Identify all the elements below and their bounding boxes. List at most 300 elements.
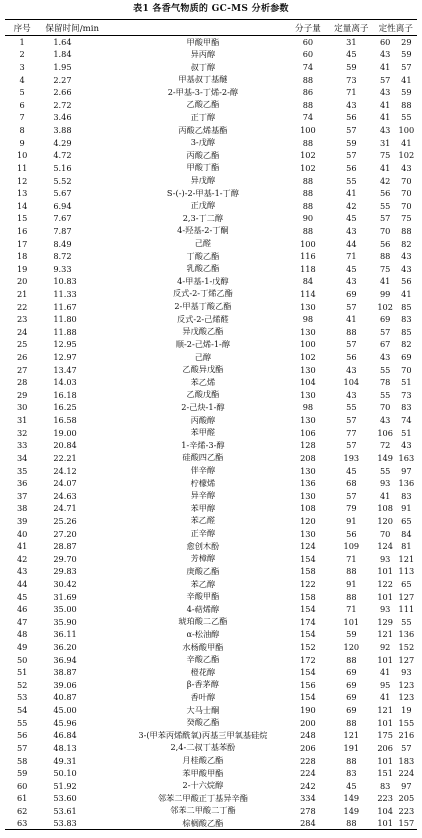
- cell-qual-ion-1: 101: [377, 755, 393, 766]
- cell-quant-ion: 121: [343, 730, 360, 741]
- cell-retention-time: 29.70: [53, 553, 77, 564]
- cell-qual-ion-1: 43: [379, 49, 391, 60]
- cell-qual-ion-2: 65: [401, 579, 412, 589]
- cell-molecular-weight: 242: [300, 780, 316, 791]
- cell-qual-ion-1: 67: [379, 339, 391, 350]
- cell-serial: 14: [16, 200, 28, 211]
- table-row: [5, 363, 417, 376]
- cell-quant-ion: 45: [346, 213, 357, 224]
- cell-molecular-weight: 130: [300, 415, 316, 426]
- cell-qual-ion: [375, 99, 417, 112]
- cell-serial: 56: [16, 730, 28, 741]
- cell-serial: 10: [16, 150, 28, 161]
- cell-retention-time: 5.16: [53, 162, 72, 173]
- cell-molecular-weight: 154: [300, 553, 316, 564]
- cell-retention-time: 11.80: [53, 314, 77, 325]
- cell-quant-ion: 88: [346, 591, 357, 602]
- cell-qual-ion-2: 102: [398, 150, 415, 161]
- table-row: [5, 502, 417, 515]
- cell-serial: 46: [16, 604, 28, 615]
- cell-molecular-weight: 172: [300, 654, 316, 665]
- cell-qual-ion: [375, 767, 417, 780]
- cell-qual-ion-2: 19: [401, 705, 412, 716]
- cell-molecular-weight: 98: [302, 314, 314, 325]
- cell-compound: 棕榈酸乙酯: [118, 817, 288, 830]
- table-row: [5, 527, 417, 540]
- table-row: [5, 187, 417, 200]
- cell-molecular-weight: 228: [300, 755, 316, 766]
- cell-serial: 23: [16, 314, 28, 325]
- cell-qual-ion-1: 70: [379, 225, 391, 236]
- cell-serial: 58: [16, 755, 28, 766]
- cell-serial: 6: [19, 99, 25, 110]
- cell-compound: 2,3-丁二醇: [182, 212, 224, 223]
- cell-qual-ion-1: 206: [377, 742, 393, 753]
- cell-qual-ion-2: 223: [398, 805, 415, 816]
- cell-retention-time: 13.47: [53, 364, 77, 375]
- cell-compound: 辛酸乙酯: [186, 654, 220, 665]
- cell-quant-ion: 88: [346, 566, 357, 577]
- cell-quant-ion: 43: [346, 99, 357, 110]
- cell-serial: 53: [16, 692, 28, 703]
- header-compound: [118, 20, 288, 36]
- table-row: [5, 489, 417, 502]
- cell-serial: 17: [16, 238, 28, 249]
- cell-qual-ion: [375, 351, 417, 364]
- cell-quant-ion: 45: [346, 780, 357, 791]
- cell-serial: 22: [16, 301, 28, 312]
- table-row: [5, 61, 417, 74]
- cell-serial: 33: [16, 440, 28, 451]
- table-row: [5, 351, 417, 364]
- cell-retention-time: 51.92: [53, 780, 77, 791]
- cell-compound: 琥珀酸二乙酯: [178, 616, 228, 627]
- cell-qual-ion: [375, 540, 417, 553]
- cell-molecular-weight: 154: [300, 692, 316, 703]
- cell-qual-ion-2: 163: [398, 452, 415, 463]
- cell-molecular-weight: 100: [300, 339, 316, 350]
- cell-compound: 正辛醇: [190, 528, 216, 539]
- cell-qual-ion-1: 60: [379, 37, 391, 48]
- cell-serial: 29: [16, 389, 28, 400]
- table-row: [5, 679, 417, 692]
- cell-qual-ion-2: 127: [398, 591, 415, 602]
- cell-retention-time: 53.83: [39, 817, 118, 830]
- cell-qual-ion: [375, 578, 417, 591]
- cell-qual-ion: [375, 199, 417, 212]
- cell-molecular-weight: 88: [302, 137, 314, 148]
- table-header-row: [5, 20, 417, 36]
- cell-quant-ion: 55: [346, 402, 357, 413]
- cell-quant-ion: 193: [343, 452, 360, 463]
- table-row: [5, 805, 417, 818]
- cell-qual-ion-1: 93: [379, 478, 391, 489]
- cell-molecular-weight: 206: [300, 742, 316, 753]
- cell-qual-ion: [375, 212, 417, 225]
- cell-molecular-weight: 108: [300, 503, 316, 514]
- cell-qual-ion-1: 120: [377, 515, 393, 526]
- cell-serial: 12: [16, 175, 28, 186]
- cell-quant-ion: 88: [346, 717, 357, 728]
- cell-qual-ion-1: 56: [379, 188, 391, 199]
- cell-retention-time: 12.97: [53, 352, 77, 363]
- cell-retention-time: 46.84: [53, 730, 77, 741]
- cell-compound: 橙花醇: [190, 666, 216, 677]
- cell-serial: 21: [16, 288, 28, 299]
- cell-serial: 55: [16, 717, 28, 728]
- cell-qual-ion-1: 41: [379, 162, 391, 173]
- cell-molecular-weight: 100: [300, 238, 316, 249]
- cell-qual-ion-2: 224: [398, 768, 415, 779]
- cell-molecular-weight: 154: [300, 667, 316, 678]
- cell-qual-ion-1: 101: [377, 654, 393, 665]
- cell-qual-ion: [375, 326, 417, 339]
- cell-quant-ion: 69: [346, 692, 357, 703]
- table-body: [5, 36, 417, 830]
- cell-retention-time: 40.87: [53, 692, 77, 703]
- cell-serial: 9: [19, 137, 25, 148]
- table-row: [5, 149, 417, 162]
- cell-quant-ion: 56: [346, 112, 357, 123]
- cell-qual-ion-2: 155: [398, 717, 415, 728]
- cell-compound: 庚酸乙酯: [186, 565, 220, 576]
- cell-compound: 苯甲酸甲酯: [182, 767, 224, 778]
- cell-qual-ion-1: 41: [379, 490, 391, 501]
- cell-quant-ion: 43: [346, 276, 357, 287]
- table-row: [5, 313, 417, 326]
- cell-molecular-weight: 130: [300, 389, 316, 400]
- cell-retention-time: 25.26: [53, 515, 77, 526]
- cell-compound: 癸酸乙酯: [186, 717, 220, 728]
- table-row: [5, 817, 417, 830]
- cell-qual-ion-1: 88: [379, 251, 391, 262]
- cell-qual-ion: [375, 262, 417, 275]
- cell-qual-ion: [375, 338, 417, 351]
- cell-qual-ion: [375, 363, 417, 376]
- cell-qual-ion-2: 111: [398, 604, 415, 615]
- cell-quant-ion: 88: [346, 654, 357, 665]
- cell-retention-time: 3.88: [53, 125, 72, 136]
- cell-qual-ion: [375, 590, 417, 603]
- table-row: [5, 716, 417, 729]
- cell-molecular-weight: 174: [300, 616, 316, 627]
- cell-qual-ion-2: 43: [401, 263, 412, 274]
- cell-qual-ion-1: 72: [379, 440, 391, 451]
- cell-qual-ion-2: 85: [401, 301, 412, 312]
- cell-retention-time: 45.96: [53, 717, 77, 728]
- cell-retention-time: 2.27: [53, 74, 72, 85]
- cell-retention-time: 1.84: [53, 49, 72, 60]
- cell-qual-ion-2: 81: [401, 541, 412, 552]
- cell-qual-ion-2: 127: [398, 654, 415, 665]
- cell-compound: 乙酸戊酯: [186, 389, 220, 400]
- cell-serial: 24: [16, 326, 28, 337]
- cell-compound: 3-戊醇: [190, 137, 216, 148]
- cell-serial: 51: [16, 667, 28, 678]
- cell-compound: 1-辛烯-3-醇: [181, 439, 225, 450]
- cell-compound: 反式-2-丁烯乙酯: [172, 288, 233, 299]
- cell-compound: 甲酸丁酯: [186, 162, 220, 173]
- cell-quant-ion: 57: [346, 490, 357, 501]
- table-row: [5, 288, 417, 301]
- cell-molecular-weight: 130: [300, 301, 316, 312]
- cell-qual-ion-2: 43: [401, 251, 412, 262]
- cell-serial: 19: [16, 263, 28, 274]
- table-row: [5, 376, 417, 389]
- cell-serial: 16: [16, 225, 28, 236]
- cell-serial: 52: [16, 679, 28, 690]
- cell-retention-time: 11.67: [53, 301, 77, 312]
- cell-serial: 50: [16, 654, 28, 665]
- cell-quant-ion: 43: [346, 225, 357, 236]
- cell-serial: 25: [16, 339, 28, 350]
- cell-molecular-weight: 130: [300, 326, 316, 337]
- cell-qual-ion: [375, 565, 417, 578]
- cell-qual-ion-2: 121: [398, 553, 415, 564]
- table-row: [5, 729, 417, 742]
- cell-qual-ion: [375, 653, 417, 666]
- cell-qual-ion: [375, 61, 417, 74]
- cell-qual-ion-1: 102: [377, 301, 393, 312]
- cell-retention-time: 16.58: [53, 415, 77, 426]
- cell-serial: 43: [16, 566, 28, 577]
- cell-compound: 2-己炔-1-醇: [181, 401, 225, 412]
- cell-serial: 39: [16, 515, 28, 526]
- cell-qual-ion-1: 83: [379, 780, 391, 791]
- cell-qual-ion-2: 41: [401, 74, 412, 85]
- cell-compound: 4-羟基-2-丁酮: [177, 225, 229, 236]
- cell-molecular-weight: 152: [300, 642, 316, 653]
- cell-qual-ion-2: 97: [401, 465, 412, 476]
- cell-serial: 31: [16, 415, 28, 426]
- table-row: [5, 338, 417, 351]
- cell-qual-ion-2: 56: [401, 276, 412, 287]
- cell-retention-time: 24.63: [53, 490, 77, 501]
- cell-qual-ion-1: 121: [377, 705, 393, 716]
- cell-qual-ion-1: 41: [379, 692, 391, 703]
- cell-quant-ion: 59: [346, 629, 357, 640]
- cell-qual-ion: [375, 124, 417, 137]
- cell-molecular-weight: 74: [302, 62, 314, 73]
- cell-qual-ion: [375, 187, 417, 200]
- cell-retention-time: 8.49: [53, 238, 72, 249]
- cell-qual-ion: [375, 729, 417, 742]
- cell-qual-ion-2: 57: [401, 62, 412, 73]
- cell-qual-ion: [375, 237, 417, 250]
- cell-retention-time: 39.06: [53, 679, 77, 690]
- cell-compound: 正戊醇: [190, 200, 216, 211]
- cell-qual-ion: [375, 805, 417, 818]
- cell-qual-ion-2: 123: [398, 692, 415, 703]
- cell-compound: 正丁醇: [190, 111, 216, 122]
- cell-qual-ion-1: 55: [379, 465, 391, 476]
- cell-qual-ion-1: 175: [377, 730, 393, 741]
- cell-qual-ion-2: 70: [401, 188, 412, 199]
- cell-qual-ion-1: 43: [379, 415, 391, 426]
- cell-compound: 甲基叔丁基醚: [178, 74, 228, 85]
- cell-qual-ion-1: 41: [379, 62, 391, 73]
- cell-qual-ion: [375, 426, 417, 439]
- cell-molecular-weight: 88: [302, 99, 314, 110]
- cell-qual-ion-2: 152: [398, 642, 415, 653]
- header-qual-ion: 定性离子: [375, 20, 417, 36]
- cell-qual-ion: [375, 742, 417, 755]
- table-row: [5, 691, 417, 704]
- cell-qual-ion-1: 55: [379, 364, 391, 375]
- cell-quant-ion: 43: [346, 389, 357, 400]
- table-row: [5, 48, 417, 61]
- cell-retention-time: 35.90: [53, 616, 77, 627]
- cell-retention-time: 30.42: [53, 579, 77, 589]
- table-row: [5, 36, 417, 49]
- cell-qual-ion: [375, 792, 417, 805]
- cell-qual-ion-1: 129: [377, 616, 393, 627]
- cell-qual-ion-2: 59: [401, 87, 412, 98]
- table-row: [5, 174, 417, 187]
- cell-molecular-weight: 284: [288, 817, 328, 830]
- cell-serial: 62: [16, 805, 28, 816]
- cell-serial: 63: [5, 817, 39, 830]
- cell-retention-time: 2.72: [53, 99, 72, 110]
- cell-serial: 42: [16, 553, 28, 564]
- cell-quant-ion: 73: [346, 74, 357, 85]
- cell-retention-time: 50.10: [53, 768, 77, 779]
- cell-qual-ion-2: 205: [398, 793, 415, 804]
- table-row: [5, 641, 417, 654]
- cell-quant-ion: 101: [343, 616, 360, 627]
- cell-quant-ion: 56: [346, 162, 357, 173]
- cell-molecular-weight: 100: [300, 125, 316, 136]
- table-row: [5, 439, 417, 452]
- cell-qual-ion-2: 84: [401, 528, 412, 539]
- cell-quant-ion: 88: [328, 817, 374, 830]
- cell-qual-ion: [375, 73, 417, 86]
- cell-qual-ion-1: 95: [379, 679, 391, 690]
- cell-retention-time: 29.83: [53, 566, 77, 577]
- cell-compound: 丙酸乙烯基酯: [178, 124, 228, 135]
- cell-serial: 45: [16, 591, 28, 602]
- cell-molecular-weight: 122: [300, 579, 316, 589]
- cell-compound: 甲酸甲酯: [186, 36, 220, 47]
- table-row: [5, 779, 417, 792]
- cell-qual-ion: [375, 502, 417, 515]
- cell-serial: 35: [16, 465, 28, 476]
- cell-molecular-weight: 190: [300, 705, 316, 716]
- cell-qual-ion: [375, 300, 417, 313]
- cell-qual-ion-2: 216: [398, 730, 415, 741]
- header-serial: 序号: [5, 20, 39, 36]
- cell-molecular-weight: 102: [300, 150, 316, 161]
- cell-compound: 异戊酸乙酯: [182, 326, 224, 337]
- cell-retention-time: 35.00: [53, 604, 77, 615]
- cell-qual-ion-1: 55: [379, 200, 391, 211]
- table-row: [5, 452, 417, 465]
- cell-quant-ion: 77: [346, 427, 357, 438]
- cell-molecular-weight: 130: [300, 528, 316, 539]
- cell-qual-ion: [375, 515, 417, 528]
- cell-qual-ion-1: 41: [379, 276, 391, 287]
- cell-qual-ion-2: 70: [401, 200, 412, 211]
- cell-molecular-weight: 60: [302, 49, 314, 60]
- cell-compound: 2,4-二叔丁基苯酚: [170, 742, 236, 753]
- cell-quant-ion: 31: [346, 37, 357, 48]
- cell-compound: 香叶醇: [190, 691, 216, 702]
- cell-qual-ion: [375, 716, 417, 729]
- cell-qual-ion-2: 85: [401, 326, 412, 337]
- cell-qual-ion: [375, 48, 417, 61]
- cell-qual-ion-2: 74: [401, 415, 412, 426]
- cell-qual-ion-2: 65: [401, 515, 412, 526]
- cell-qual-ion-1: 101: [377, 566, 393, 577]
- table-row: [5, 704, 417, 717]
- cell-qual-ion: [375, 527, 417, 540]
- cell-qual-ion: [375, 174, 417, 187]
- cell-molecular-weight: 88: [302, 74, 314, 85]
- table-row: [5, 464, 417, 477]
- cell-qual-ion-1: 70: [379, 528, 391, 539]
- cell-serial: 61: [16, 793, 28, 804]
- cell-qual-ion-1: 149: [377, 452, 393, 463]
- cell-qual-ion: [375, 628, 417, 641]
- cell-compound: 硅酸四乙酯: [182, 452, 224, 463]
- cell-molecular-weight: 334: [300, 793, 316, 804]
- cell-quant-ion: 45: [346, 465, 357, 476]
- cell-qual-ion: [375, 136, 417, 149]
- cell-qual-ion-2: 93: [401, 667, 412, 678]
- cell-compound: S-(-)-2-甲基-1-丁醇: [166, 187, 239, 198]
- cell-compound: 苯乙醇: [190, 578, 216, 589]
- table-row: [5, 262, 417, 275]
- cell-qual-ion: [375, 376, 417, 389]
- cell-qual-ion-2: 91: [401, 503, 412, 514]
- cell-retention-time: 7.67: [53, 213, 72, 224]
- cell-qual-ion-1: 69: [379, 314, 391, 325]
- cell-serial: 27: [16, 364, 28, 375]
- cell-compound: 乳酸乙酯: [186, 263, 220, 274]
- table-row: [5, 414, 417, 427]
- cell-qual-ion-2: 83: [401, 314, 412, 325]
- cell-serial: 15: [16, 213, 28, 224]
- cell-serial: 34: [16, 452, 28, 463]
- cell-molecular-weight: 130: [300, 490, 316, 501]
- cell-qual-ion: [375, 452, 417, 465]
- cell-qual-ion-2: 57: [401, 742, 412, 753]
- cell-serial: 32: [16, 427, 28, 438]
- cell-qual-ion: [375, 401, 417, 414]
- table-row: [5, 225, 417, 238]
- table-row: [5, 212, 417, 225]
- cell-compound: 4-甲基-1-戊醇: [177, 275, 229, 286]
- cell-retention-time: 2.66: [53, 87, 72, 98]
- cell-compound: 苯甲醛: [190, 427, 216, 438]
- cell-retention-time: 3.46: [53, 112, 72, 123]
- cell-molecular-weight: 88: [302, 200, 314, 211]
- cell-retention-time: 5.52: [53, 175, 72, 186]
- cell-qual-ion: [375, 149, 417, 162]
- cell-quant-ion: 45: [346, 263, 357, 274]
- cell-serial: 28: [16, 377, 28, 388]
- cell-serial: 20: [16, 276, 28, 287]
- table-row: [5, 754, 417, 767]
- cell-qual-ion-2: 123: [398, 679, 415, 690]
- cell-retention-time: 4.72: [53, 150, 72, 161]
- header-quant-ion: 定量离子: [328, 20, 374, 36]
- cell-qual-ion-1: 106: [377, 427, 393, 438]
- cell-molecular-weight: 154: [300, 604, 316, 615]
- cell-molecular-weight: 116: [300, 251, 316, 262]
- table-row: [5, 666, 417, 679]
- cell-qual-ion: [375, 86, 417, 99]
